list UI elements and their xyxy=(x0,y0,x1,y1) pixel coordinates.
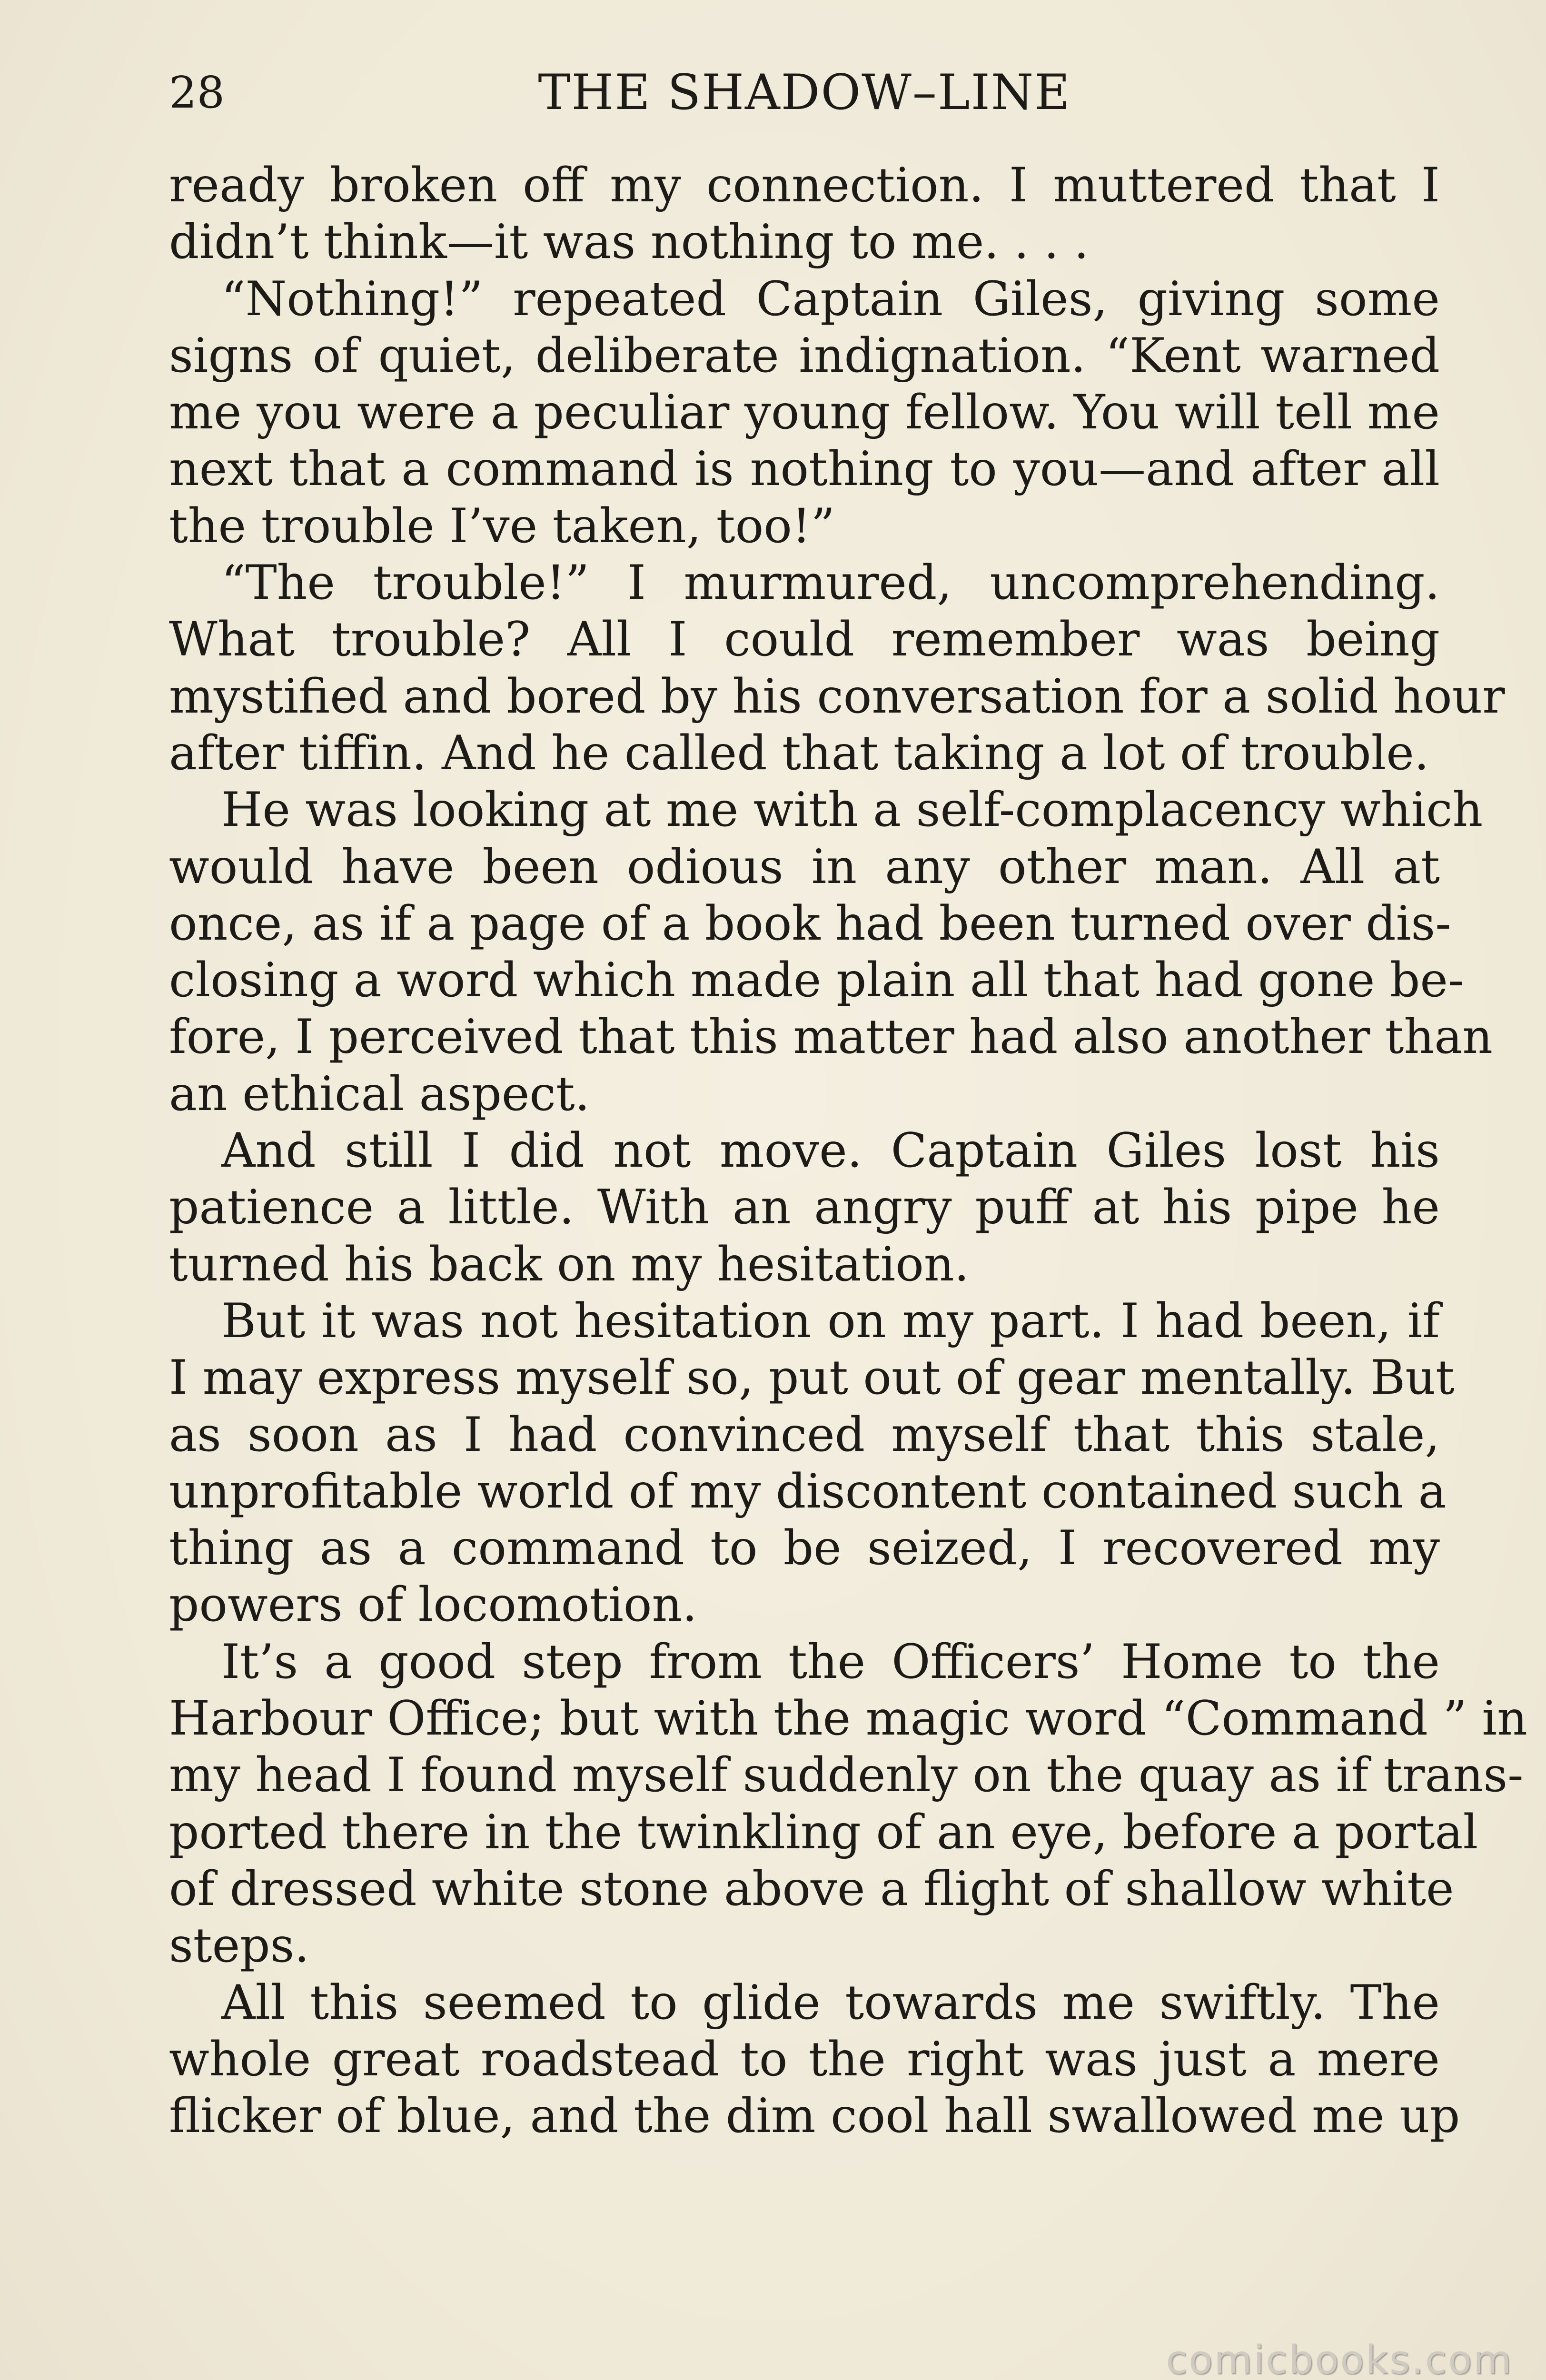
text-line: after tiffin. And he called that taking a lot of trouble. xyxy=(169,725,1429,781)
text-line: of dressed white stone above a flight of shallow white xyxy=(169,1861,1454,1916)
text-line: me you were a peculiar young fellow. You will tell me xyxy=(169,385,1440,440)
text-line: “Nothing!” repeated Captain Giles, giving some xyxy=(221,271,1440,327)
text-line: Harbour Office; but with the magic word “Command ” in xyxy=(169,1691,1527,1746)
text-line: mystified and bored by his conversation for a solid hour xyxy=(169,669,1505,724)
text-line: would have been odious in any other man. All at xyxy=(169,839,1440,894)
text-line: But it was not hesitation on my part. I had been, if xyxy=(221,1293,1440,1349)
text-line: All this seemed to glide towards me swiftly. The xyxy=(221,1975,1440,2030)
paragraph xyxy=(169,782,1493,1122)
text-line: “The trouble!” I murmured, uncomprehending. xyxy=(221,555,1440,611)
text-line: turned his back on my hesitation. xyxy=(169,1237,970,1292)
text-line: the trouble I’ve taken, too!” xyxy=(169,498,835,554)
body-text xyxy=(169,157,1527,2144)
text-line: flicker of blue, and the dim cool hall swallowed me up xyxy=(169,2089,1460,2144)
text-line: And still I did not move. Captain Giles lost his xyxy=(221,1123,1440,1179)
text-line: didn’t think—it was nothing to me. . . . xyxy=(169,215,1089,270)
text-line: whole great roadstead to the right was just a mere xyxy=(169,2032,1440,2087)
text-line: powers of locomotion. xyxy=(169,1577,697,1633)
text-line: my head I found myself suddenly on the quay as if trans- xyxy=(169,1748,1524,1803)
text-line: I may express myself so, put out of gear mentally. But xyxy=(169,1350,1455,1406)
text-line: patience a little. With an angry puff at his pipe he xyxy=(169,1180,1440,1235)
text-line: It’s a good step from the Officers’ Home to the xyxy=(221,1634,1440,1689)
text-line: He was looking at me with a self-complacency which xyxy=(221,783,1483,838)
running-head xyxy=(169,62,1440,124)
text-line: an ethical aspect. xyxy=(169,1066,590,1121)
text-line: ready broken off my connection. I muttered that I xyxy=(169,158,1440,213)
paragraph xyxy=(169,1634,1527,1974)
paragraph xyxy=(169,1293,1455,1634)
text-line: once, as if a page of a book had been turned over dis- xyxy=(169,896,1451,951)
text-line: fore, I perceived that this matter had also another than xyxy=(169,1010,1493,1065)
running-title: THE SHADOW–LINE xyxy=(538,64,1071,121)
text-line: ported there in the twinkling of an eye, before a portal xyxy=(169,1805,1478,1860)
text-line: next that a command is nothing to you—and after all xyxy=(169,442,1440,497)
text-line: as soon as I had convinced myself that this stale, xyxy=(169,1407,1440,1462)
text-line: unprofitable world of my discontent contained such a xyxy=(169,1464,1447,1519)
text-line: What trouble? All I could remember was being xyxy=(169,612,1440,667)
text-line: thing as a command to be seized, I recovered my xyxy=(169,1521,1440,1576)
paragraph xyxy=(169,157,1440,271)
paragraph xyxy=(169,1974,1460,2145)
paragraph xyxy=(169,555,1505,782)
watermark: comicbooks.com xyxy=(1166,2338,1513,2380)
text-line: signs of quiet, deliberate indignation. “Kent warned xyxy=(169,328,1440,383)
text-line: closing a word which made plain all that had gone be- xyxy=(169,953,1464,1008)
paragraph xyxy=(169,1122,1440,1293)
text-line: steps. xyxy=(169,1918,309,1973)
page-number: 28 xyxy=(169,67,225,118)
paragraph xyxy=(169,271,1440,555)
